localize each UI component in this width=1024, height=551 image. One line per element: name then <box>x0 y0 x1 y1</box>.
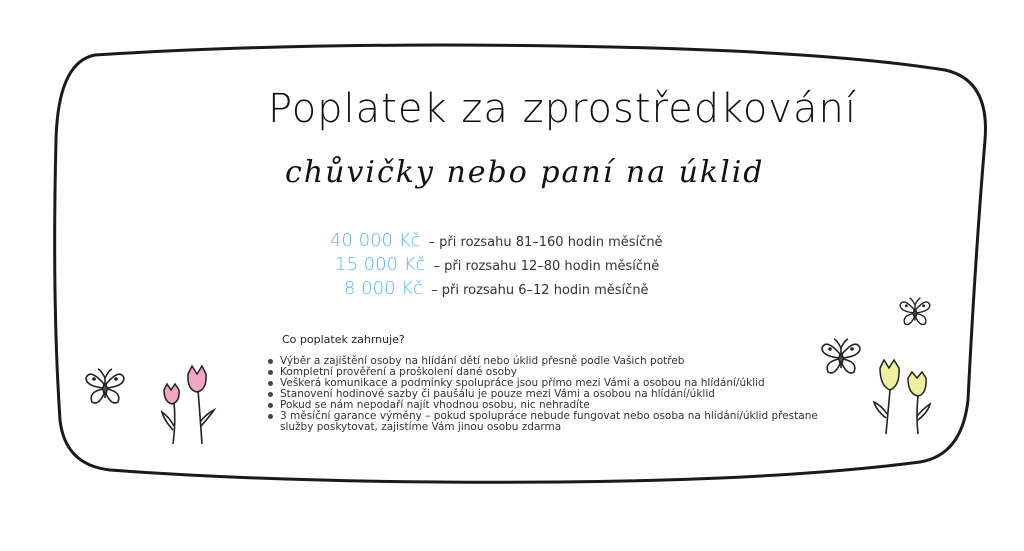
price-row <box>330 230 663 254</box>
list-item: Výběr a zajištění osoby na hlídání dětí nebo úklid přesně podle Vašich potřeb <box>266 356 826 367</box>
tulip-icon <box>872 354 934 438</box>
list-item: Veškerá komunikace a podmínky spolupráce jsou přímo mezi Vámi a osobou na hlídání/úklid <box>266 378 826 389</box>
included-heading: Co poplatek zahrnuje? <box>282 333 405 346</box>
list-item: Kompletní prověření a proškolení dané osoby <box>266 367 826 378</box>
price-row <box>335 254 663 278</box>
list-item: 3 měsíční garance výměny – pokud spolupráce nebude fungovat nebo osoba na hlídání/úklid přestane služby poskytovat, zajistíme Vám jinou osobu zdarma <box>266 411 826 433</box>
list-item: Pokud se nám nepodaří najít vhodnou osobu, nic nehradíte <box>266 400 826 411</box>
included-list <box>266 356 826 433</box>
list-item: Stanovení hodinové sazby či paušálu je pouze mezi Vámi a osobou na hlídání/úklid <box>266 389 826 400</box>
price-description: – při rozsahu 81–160 hodin měsíčně <box>428 235 663 250</box>
tulip-icon <box>158 360 218 450</box>
price-row <box>344 278 663 302</box>
price-list <box>330 230 663 302</box>
butterfly-icon <box>895 294 935 330</box>
butterfly-icon <box>82 364 128 410</box>
price-description: – při rozsahu 12–80 hodin měsíčně <box>433 259 660 274</box>
price-amount: 15 000 Kč <box>335 254 426 275</box>
butterfly-icon <box>818 334 864 380</box>
price-amount: 40 000 Kč <box>330 230 421 251</box>
page-title: Poplatek za zprostředkování <box>268 86 857 132</box>
price-amount: 8 000 Kč <box>344 278 423 299</box>
price-description: – při rozsahu 6–12 hodin měsíčně <box>431 283 649 298</box>
page-subtitle: chůvičky nebo paní na úklid <box>285 155 765 190</box>
